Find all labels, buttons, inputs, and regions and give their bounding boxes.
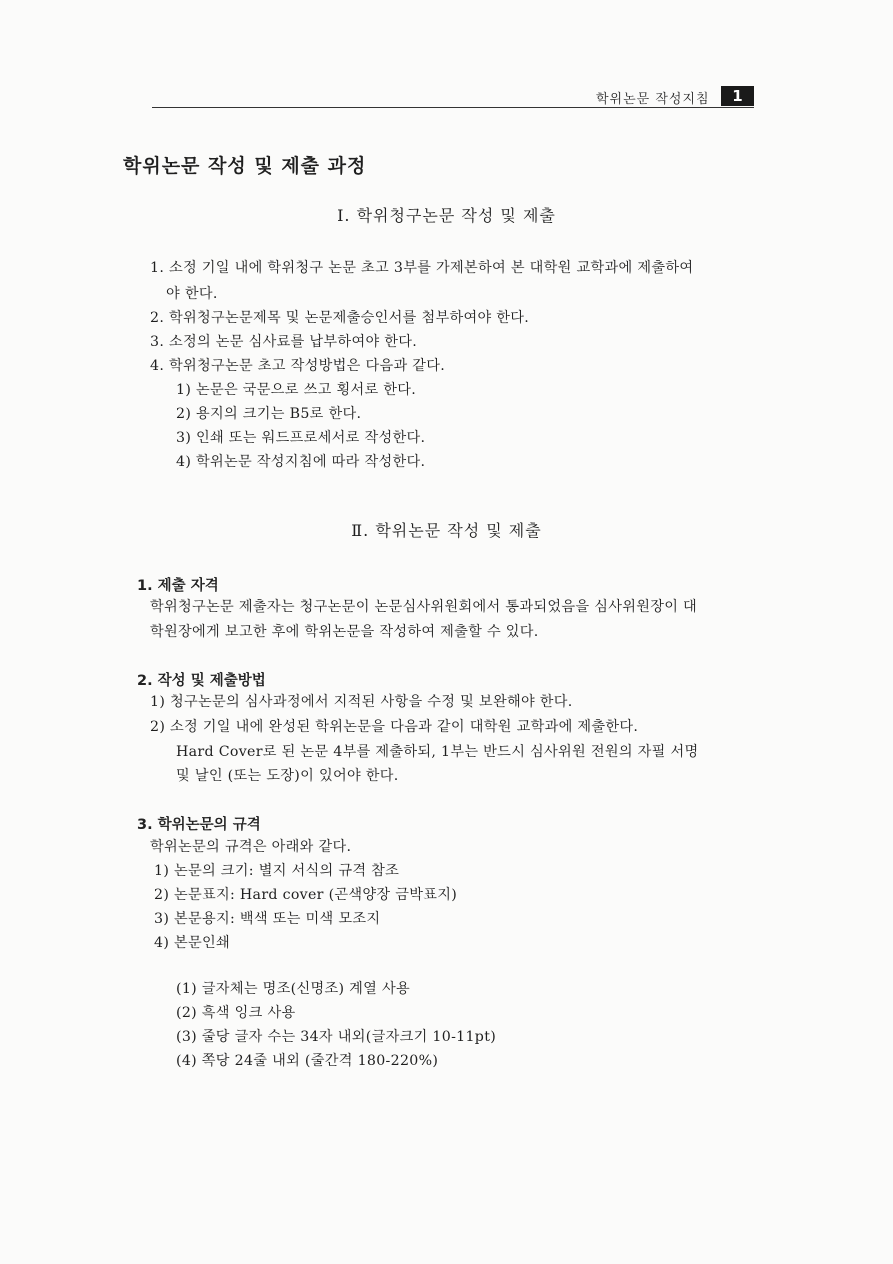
subsection-3-line: 1) 논문의 크기: 별지 서식의 규격 참조	[154, 863, 400, 879]
subsection-2-line: Hard Cover로 된 논문 4부를 제출하되, 1부는 반드시 심사위원 전원의 자필 서명	[176, 744, 699, 760]
section-1-subitem: 3) 인쇄 또는 워드프로세서로 작성한다.	[176, 430, 426, 446]
section-1-item: 야 한다.	[166, 286, 218, 302]
subsection-1-line: 학위청구논문 제출자는 청구논문이 논문심사위원회에서 통과되었음을 심사위원장이 대	[150, 599, 698, 615]
section-1-subitem: 2) 용지의 크기는 B5로 한다.	[176, 406, 362, 422]
header-title: 학위논문 작성지침	[596, 92, 710, 107]
section-1-item: 3. 소정의 논문 심사료를 납부하여야 한다.	[150, 334, 418, 350]
section-1-subitem: 1) 논문은 국문으로 쓰고 횡서로 한다.	[176, 382, 417, 398]
subsection-3-line: 학위논문의 규격은 아래와 같다.	[150, 839, 352, 855]
header-rule	[152, 107, 754, 108]
page-number-badge: 1	[721, 86, 754, 106]
subsection-3-detail: (4) 쪽당 24줄 내외 (줄간격 180-220%)	[176, 1053, 439, 1069]
section-1-heading: Ⅰ. 학위청구논문 작성 및 제출	[337, 206, 556, 225]
section-1-item: 4. 학위청구논문 초고 작성방법은 다음과 같다.	[150, 358, 446, 374]
section-1-item: 1. 소정 기일 내에 학위청구 논문 초고 3부를 가제본하여 본 대학원 교학과에 제출하여	[150, 260, 694, 276]
subsection-3-detail: (2) 흑색 잉크 사용	[176, 1005, 296, 1021]
subsection-3-title: 3. 학위논문의 규격	[137, 817, 261, 833]
main-title: 학위논문 작성 및 제출 과정	[123, 155, 367, 177]
section-2-heading: Ⅱ. 학위논문 작성 및 제출	[351, 521, 542, 540]
subsection-3-detail: (1) 글자체는 명조(신명조) 계열 사용	[176, 981, 410, 997]
section-1-subitem: 4) 학위논문 작성지침에 따라 작성한다.	[176, 454, 426, 470]
subsection-3-line: 3) 본문용지: 백색 또는 미색 모조지	[154, 911, 381, 927]
subsection-2-line: 2) 소정 기일 내에 완성된 학위논문을 다음과 같이 대학원 교학과에 제출한다.	[150, 719, 639, 735]
subsection-2-title: 2. 작성 및 제출방법	[137, 673, 266, 689]
subsection-3-line: 2) 논문표지: Hard cover (곤색양장 금박표지)	[154, 887, 458, 903]
subsection-3-line: 4) 본문인쇄	[154, 935, 230, 951]
subsection-2-line: 1) 청구논문의 심사과정에서 지적된 사항을 수정 및 보완해야 한다.	[150, 694, 573, 710]
subsection-3-detail: (3) 줄당 글자 수는 34자 내외(글자크기 10-11pt)	[176, 1029, 497, 1045]
subsection-2-line: 및 날인 (또는 도장)이 있어야 한다.	[176, 768, 399, 784]
subsection-1-title: 1. 제출 자격	[137, 578, 219, 594]
section-1-item: 2. 학위청구논문제목 및 논문제출승인서를 첨부하여야 한다.	[150, 310, 530, 326]
subsection-1-line: 학원장에게 보고한 후에 학위논문을 작성하여 제출할 수 있다.	[150, 624, 539, 640]
